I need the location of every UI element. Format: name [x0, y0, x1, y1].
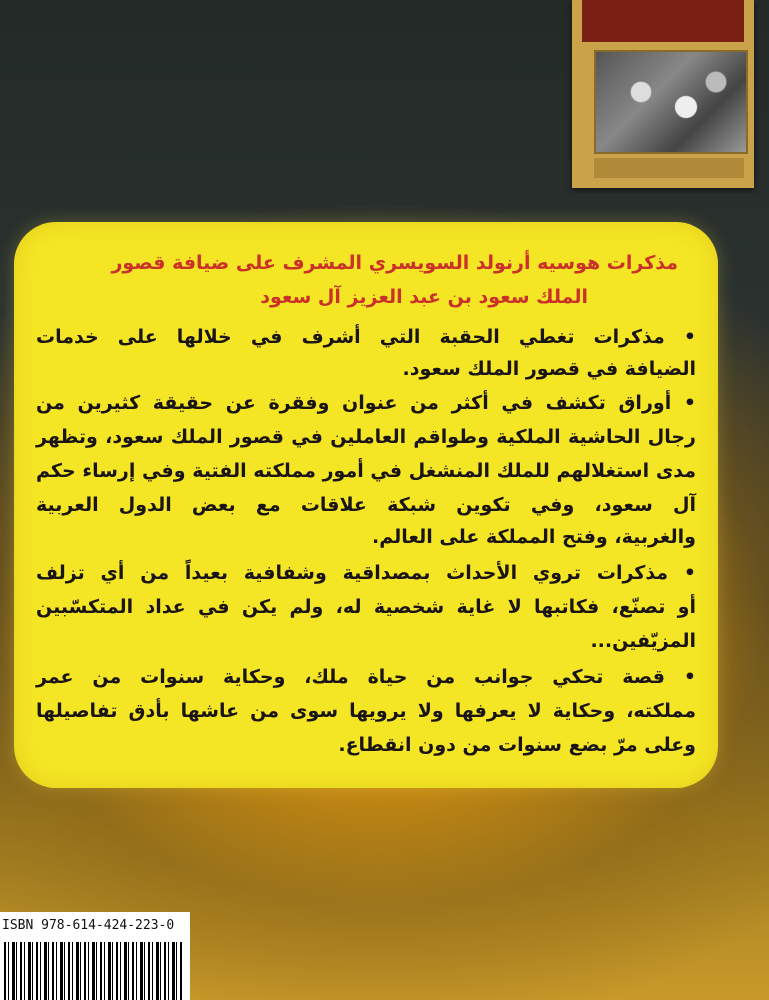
- paragraph-4-line-1: • قصة تحكي جوانب من حياة ملك، وحكاية سنوات من عمر: [36, 666, 696, 688]
- paragraph-1-line-2: الضيافة في قصور الملك سعود.: [402, 358, 696, 380]
- isbn-number: ISBN 978-614-424-223-0: [2, 918, 175, 933]
- paragraph-3-line-1: • مذكرات تروي الأحداث بمصداقية وشفافية بعيداً من أي تزلف: [36, 562, 696, 584]
- barcode: [4, 942, 184, 1000]
- blurb-panel: [14, 222, 718, 788]
- paragraph-2-line-5: والغربية، وفتح المملكة على العالم.: [372, 526, 696, 548]
- blurb-heading-line-1: مذكرات هوسيه أرنولد السويسري المشرف على ضيافة قصور: [111, 252, 678, 274]
- paragraph-1-line-1: • مذكرات تغطي الحقبة التي أشرف في خلالها على خدمات: [36, 326, 696, 348]
- isbn-block: [0, 912, 190, 1000]
- paragraph-3-line-3: المزيّفين...: [590, 630, 696, 652]
- book-cover-thumbnail: [572, 0, 754, 188]
- thumbnail-caption-band: [594, 158, 744, 178]
- paragraph-4-line-2: مملكته، وحكاية لا يعرفها ولا يرويها سوى من عاشها بأدق تفاصيلها: [36, 700, 696, 722]
- thumbnail-photo: [594, 50, 748, 154]
- paragraph-4-line-3: وعلى مرّ بضع سنوات من دون انقطاع.: [338, 734, 696, 756]
- paragraph-2-line-2: رجال الحاشية الملكية وطواقم العاملين في قصور الملك سعود، وتظهر: [36, 426, 696, 448]
- thumbnail-title-band: [582, 0, 744, 42]
- paragraph-2-line-4: آل سعود، وفي تكوين شبكة علاقات مع بعض الدول العربية: [36, 494, 696, 516]
- paragraph-3-line-2: أو تصنّع، فكاتبها لا غاية شخصية له، ولم يكن في عداد المتكسّبين: [36, 596, 696, 618]
- paragraph-2-line-1: • أوراق تكشف في أكثر من عنوان وفقرة عن حقيقة كثيرين من: [36, 392, 696, 414]
- paragraph-2-line-3: مدى استغلالهم للملك المنشغل في أمور مملكته الفتية وفي إرساء حكم: [36, 460, 696, 482]
- blurb-heading-line-2: الملك سعود بن عبد العزيز آل سعود: [260, 286, 588, 308]
